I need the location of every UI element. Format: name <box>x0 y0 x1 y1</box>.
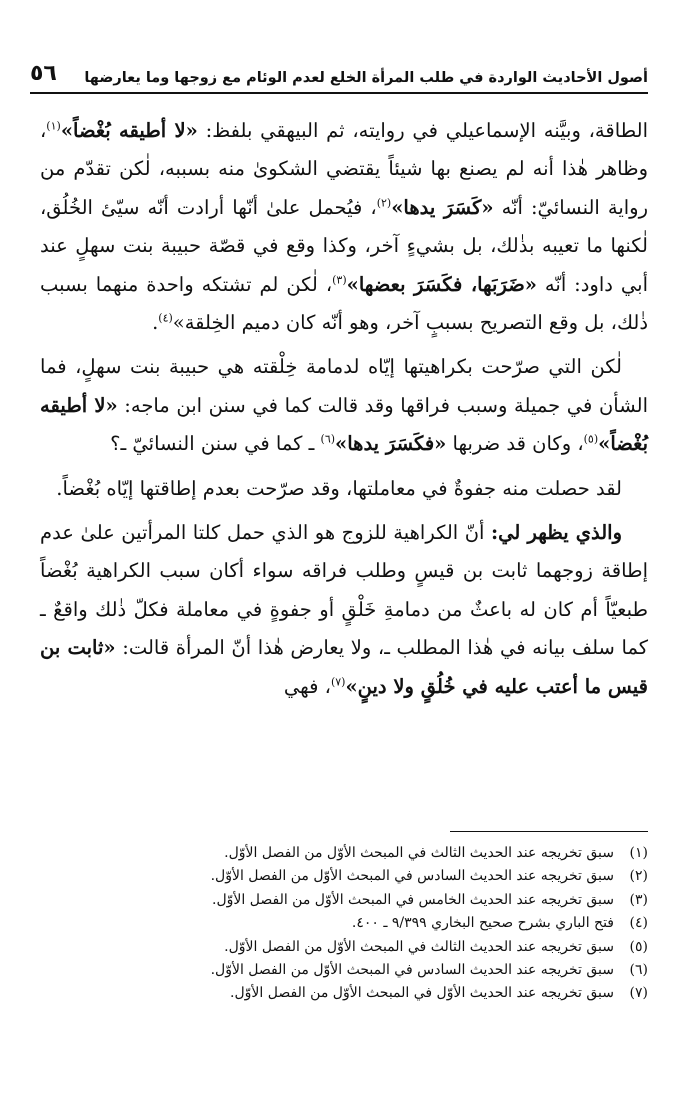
footnote <box>40 982 648 1005</box>
footnote-separator <box>450 831 648 832</box>
footnote-text: سبق تخريجه عند الحديث الأوّل في المبحث الأوّل من الفصل الأوّل. <box>230 985 614 1002</box>
bold-text: والذي يظهر لي: <box>490 521 622 545</box>
footnote-text: سبق تخريجه عند الحديث السادس في المبحث الأوّل من الفصل الأوّل. <box>210 868 614 885</box>
paragraph <box>40 470 648 508</box>
text-segment: الطاقة، وبيَّنه الإسماعيلي في روايته، ثم البيهقي بلفظ: <box>197 119 648 142</box>
running-title: أصول الأحاديث الواردة في طلب المرأة الخلع لعدم الوئام مع زوجها وما يعارضها <box>84 70 648 86</box>
footnote-marker: (٣) <box>332 273 347 287</box>
paragraph <box>40 514 648 706</box>
footnote-text: سبق تخريجه عند الحديث الثالث في المبحث الأوّل من الفصل الأوّل. <box>224 938 614 955</box>
bold-text: «لا أطيقه بُغْضاً» <box>40 393 648 456</box>
footnote-marker: (١) <box>46 119 61 133</box>
text-segment: . <box>152 311 159 335</box>
text-segment: ـ كما في سنن النسائيّ ـ؟ <box>110 432 321 456</box>
footnote-number: (٣) <box>629 891 648 908</box>
footnote <box>40 865 648 888</box>
footnote-number: (١) <box>629 845 648 861</box>
footnote-number: (٤) <box>629 915 648 932</box>
footnote-number: (٥) <box>629 938 648 955</box>
text-segment: أنّ الكراهية للزوج هو الذي حمل كلتا المرأتين علىٰ عدم إطاقة زوجهما ثابت بن قيسٍ وطلب فراقه سواء أكان سبب الكراهية بُغْضاً طبعيّاً أم كان له باعثٌ من دمامةِ خَلْقٍ أو جفوةٍ في معاملة فكلّ ذٰلك واقعٌ ـ كما سلف بيانه في هٰذا المطلب ـ، ولا يعارض هٰذا أنّ المرأة قالت: <box>40 521 648 660</box>
footnote-text: سبق تخريجه عند الحديث الثالث في المبحث الأوّل من الفصل الأوّل. <box>224 845 614 861</box>
footnote-marker: (٤) <box>158 311 173 325</box>
footnote-marker: (٦) <box>320 432 336 446</box>
footnote-marker: (٧) <box>330 675 346 689</box>
bold-text: «كَسَرَ يدها» <box>391 195 494 219</box>
footnote-text: فتح الباري بشرح صحيح البخاري ٩/٣٩٩ ـ ٤٠٠. <box>351 915 614 932</box>
footnote <box>40 842 648 865</box>
footnote-text: سبق تخريجه عند الحديث السادس في المبحث الأوّل من الفصل الأوّل. <box>210 962 614 979</box>
page-header <box>30 60 648 86</box>
text-segment: ، فهي <box>283 674 331 698</box>
page-number: ٥٦ <box>30 61 57 86</box>
body-text <box>40 112 648 712</box>
footnote-number: (٧) <box>629 985 648 1002</box>
footnote <box>40 936 648 959</box>
text-segment: ، وظاهر هٰذا أنه لم يصنع بها شيئاً يقتضي الشكوىٰ منه بسببه، لٰكن تقدّم من رواية النسائيّ: أنّه <box>40 119 648 219</box>
text-segment: لقد حصلت منه جفوةٌ في معاملتها، وقد صرّحت بعدم إطاقتها إيّاه بُغْضاً. <box>56 476 622 500</box>
footnote <box>40 959 648 982</box>
bold-text: «ضَرَبَها، فكَسَرَ بعضها» <box>346 272 537 296</box>
footnote-marker: (٢) <box>376 196 392 210</box>
footnote-number: (٢) <box>629 868 648 885</box>
bold-text: «فكَسَرَ يدها» <box>335 432 447 456</box>
text-segment: ، وكان قد ضربها <box>446 432 584 456</box>
bold-text: «لا أطيقه بُغْضاً» <box>60 119 198 142</box>
text-segment: ، فيُحمل علىٰ أنّها أرادت أنّه سيّئ الخُلُق، لٰكنها ما تعيبه بذٰلك، بل بشيءٍ آخر، وكذا وقع في قصّة حبيبة بنت سهلٍ عند أبي داود: أنّه <box>40 195 648 296</box>
footnote-number: (٦) <box>629 962 648 979</box>
header-rule <box>30 92 648 94</box>
paragraph <box>40 348 648 463</box>
text-segment: لٰكن التي صرّحت بكراهيتها إيّاه لدمامة خِلْقته هي حبيبة بنت سهلٍ، فما الشأن في جميلة وسبب فراقها وقد قالت كما في سنن ابن ماجه: <box>40 355 648 417</box>
bold-text: «ثابت بن قيس ما أعتب عليه في خُلُقٍ ولا دينٍ» <box>40 636 648 698</box>
paragraph <box>40 112 648 342</box>
footnote <box>40 912 648 935</box>
text-segment: ، لٰكن لم تشتكه واحدة منهما بسبب ذٰلك، بل وقع التصريح بسببٍ آخر، وهو أنّه كان دميم الخِلقة» <box>40 272 648 335</box>
footnotes <box>40 842 648 1006</box>
footnote <box>40 889 648 912</box>
footnote-marker: (٥) <box>583 432 599 446</box>
footnote-text: سبق تخريجه عند الحديث الخامس في المبحث الأوّل من الفصل الأوّل. <box>212 891 614 908</box>
